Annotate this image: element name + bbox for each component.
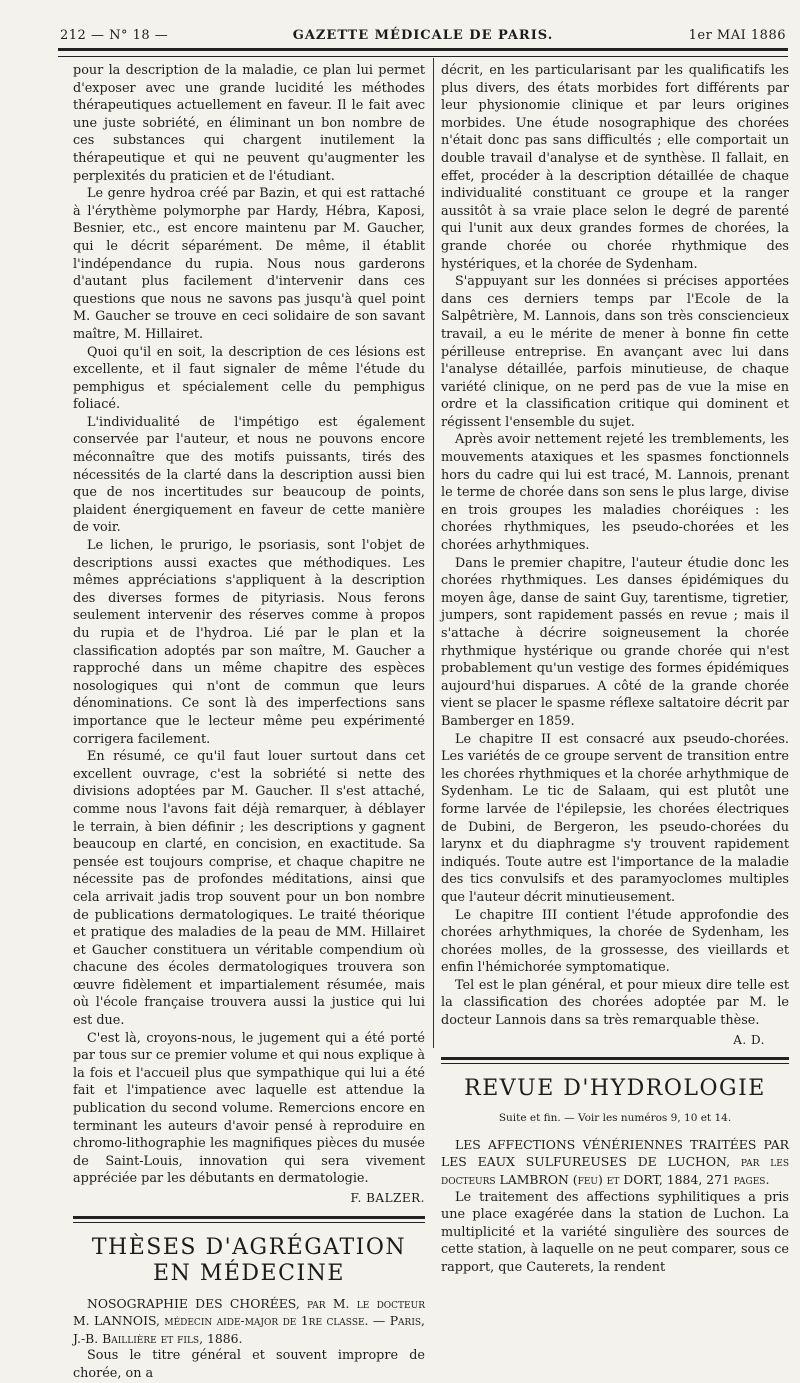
paragraph: décrit, en les particularisant par les qualificatifs les plus divers, des états morbides fort différents par leur physionomie clinique et par leurs origines morbides. Une étude nosographique des chorées n'était donc pas sans difficultés ; elle comportait un double travail d'analyse et de synthèse. Il fallait, en effet, procéder à la description détaillée de chaque individualité constituant ce groupe et la ranger aussitôt à sa vraie place selon le degré de parenté qui l'unit aux deux grandes formes de chorées, la grande chorée ou chorée rhythmique des hystériques, et la chorée de Sydenham. — [441, 63, 789, 272]
issue-date: 1er MAI 1886 — [688, 28, 786, 43]
page-number: 212 — N° 18 — — [60, 28, 169, 43]
header-rule — [58, 48, 788, 57]
paragraph: S'appuyant sur les données si précises apportées dans ces derniers temps par l'Ecole de la Salpêtrière, M. Lannois, dans son très consciencieux travail, a eu le mérite de mener à bonne fin cette périlleuse entreprise. En avançant avec lui dans l'analyse détaillée, parfois minutieuse, de chaque variété clinique, on ne perd pas de vue la mise en ordre et la classification critique qui dominent et régissent l'ensemble du sujet. — [441, 274, 789, 430]
column-divider — [433, 58, 434, 1048]
journal-title: GAZETTE MÉDICALE DE PARIS. — [292, 28, 554, 43]
paragraph: Tel est le plan général, et pour mieux dire telle est la classification des chorées adoptée par M. le docteur Lannois dans sa très remarquable thèse. — [441, 977, 789, 1029]
author-signature: A. D. — [733, 1032, 765, 1047]
paragraph: Le lichen, le prurigo, le psoriasis, sont l'objet de descriptions aussi exactes que méthodiques. Les mêmes appréciations s'appliquent à la description des diverses formes de pityriasis. Nous ferons seulement intervenir des réserves comme à propos du rupia et de l'hydroa. Lié par le plan et la classification adoptés par son maître, M. Gaucher a rapproché dans un même chapitre des espèces nosologiques qui n'ont de commun que leurs dénominations. Ce sont là des imperfections sans importance que le lecteur même peu expérimenté corrigera facilement. — [73, 538, 425, 747]
section-rule — [73, 1216, 425, 1223]
paragraph: Le genre hydroa créé par Bazin, et qui est rattaché à l'érythème polymorphe par Hardy, Hébra, Kaposi, Besnier, etc., est encore maintenu par M. Gaucher, qui le décrit séparément. De même, il établit l'indépendance du rupia. Nous nous garderons d'autant plus facilement d'intervenir dans ces questions que nous ne savons pas jusqu'à quel point M. Gaucher se trouve en ceci solidaire de son savant maître, M. Hillairet. — [73, 186, 425, 342]
running-header — [60, 26, 786, 48]
section-note: Suite et fin. — Voir les numéros 9, 10 et 14. — [498, 1112, 732, 1125]
review-intro: NOSOGRAPHIE DES CHORÉES, par M. le docteur M. LANNOIS, médecin aide-major de 1re classe. — Paris, J.-B. Baillière et fils, 1886. — [73, 1295, 425, 1346]
section-title: THÈSES D'AGRÉGATION EN MÉDECINE — [91, 1234, 407, 1286]
paragraph: Le chapitre II est consacré aux pseudo-chorées. Les variétés de ce groupe servent de transition entre les chorées rhythmiques et la chorée arhythmique de Sydenham. Le tic de Salaam, qui est plutôt une forme larvée de l'épilepsie, les chorées électriques de Dubini, de Bergeron, les pseudo-chorées du larynx et du diaphragme s'y trouvent rapidement indiqués. Toute autre est l'importance de la maladie des tics convulsifs et des paramyoclomes multiples que l'auteur décrit minutieusement. — [441, 731, 789, 905]
paragraph: Le chapitre III contient l'étude approfondie des chorées arhythmiques, la chorée de Sydenham, les chorées molles, de la grossesse, des vieillards et enfin l'hémichorée symptomatique. — [441, 907, 789, 976]
paragraph: Sous le titre général et souvent impropre de chorée, on a — [73, 1348, 425, 1381]
review-intro: LES AFFECTIONS VÉNÉRIENNES TRAITÉES PAR LES EAUX SULFUREUSES DE LUCHON, par les docteurs LAMBRON (feu) et DORT, 1884, 271 pages. — [441, 1136, 789, 1188]
paragraph: En résumé, ce qu'il faut louer surtout dans cet excellent ouvrage, c'est la sobriété si nette des divisions adoptées par M. Gaucher. Il s'est attaché, comme nous l'avons fait déjà remarquer, à déblayer le terrain, à bien définir ; les descriptions y gagnent beaucoup en clarté, en concision, en exactitude. Sa pensée est toujours comprise, et chaque chapitre ne nécessite pas de profondes méditations, ainsi que cela arrivait jadis trop souvent pour un bon nombre de publications dermatologiques. Le traité théorique et pratique des maladies de la peau de MM. Hillairet et Gaucher constituera un véritable compendium où chacune des écoles dermatologiques trouvera son œuvre fidèlement et impartialement résumée, mais où l'école française trouvera aussi la justice qui lui est due. — [73, 749, 425, 1029]
author-signature: F. BALZER. — [350, 1191, 425, 1205]
left-column — [73, 62, 425, 1383]
paragraph: Quoi qu'il en soit, la description de ces lésions est excellente, et il faut signaler de même l'étude du pemphigus et spécialement celle du pemphigus foliacé. — [73, 344, 425, 413]
section-title: REVUE D'HYDROLOGIE — [464, 1076, 766, 1102]
paragraph: C'est là, croyons-nous, le jugement qui a été porté par tous sur ce premier volume et qui nous explique à la fois et l'accueil plus que sympathique qui lui a été fait et l'impatience avec laquelle est attendue la publication du second volume. Remercions encore en terminant les auteurs d'avoir pensé à reproduire en chromo-lithographie les magnifiques pièces du musée de Saint-Louis, innovation qui sera vivement appréciée par les débutants en dermatologie. — [73, 1030, 425, 1187]
paragraph: Le traitement des affections syphilitiques a pris une place exagérée dans la station de Luchon. La multiplicité et la variété singulière des sources de cette station, à laquelle on ne peut comparer, sous ce rapport, que Cauterets, la rendent — [441, 1189, 789, 1275]
section-rule — [441, 1057, 789, 1064]
paragraph: pour la description de la maladie, ce plan lui permet d'exposer avec une grande lucidité les méthodes thérapeutiques actuellement en faveur. Il le fait avec une juste sobriété, en éliminant un bon nombre de ces substances qui chargent inutilement la thérapeutique et qui ne peuvent qu'augmenter les perplexités du praticien et de l'étudiant. — [73, 63, 425, 184]
paragraph: Dans le premier chapitre, l'auteur étudie donc les chorées rhythmiques. Les danses épidémiques du moyen âge, danse de saint Guy, tarentisme, tigretier, jumpers, sont rapidement passés en revue ; mais il s'attache à décrire soigneusement la chorée rhythmique hystérique ou grande chorée qui n'est probablement qu'un vestige des formes épidémiques aujourd'hui disparues. A côté de la grande chorée vient se placer le spasme réflexe saltatoire décrit par Bamberger en 1859. — [441, 555, 789, 729]
paragraph: L'individualité de l'impétigo est également conservée par l'auteur, et nous ne pouvons encore méconnaître que des motifs puissants, tirés des nécessités de la clarté dans la description aussi bien que de nos incertitudes sur beaucoup de points, plaident énergiquement en faveur de cette manière de voir. — [73, 414, 425, 536]
paragraph: Après avoir nettement rejeté les tremblements, les mouvements ataxiques et les spasmes fonctionnels hors du cadre qui lui est tracé, M. Lannois, prenant le terme de chorée dans son sens le plus large, divise en trois groupes les maladies choréiques : les chorées rhythmiques, les pseudo-chorées et les chorées arhythmiques. — [441, 432, 789, 554]
right-column — [441, 62, 789, 1277]
